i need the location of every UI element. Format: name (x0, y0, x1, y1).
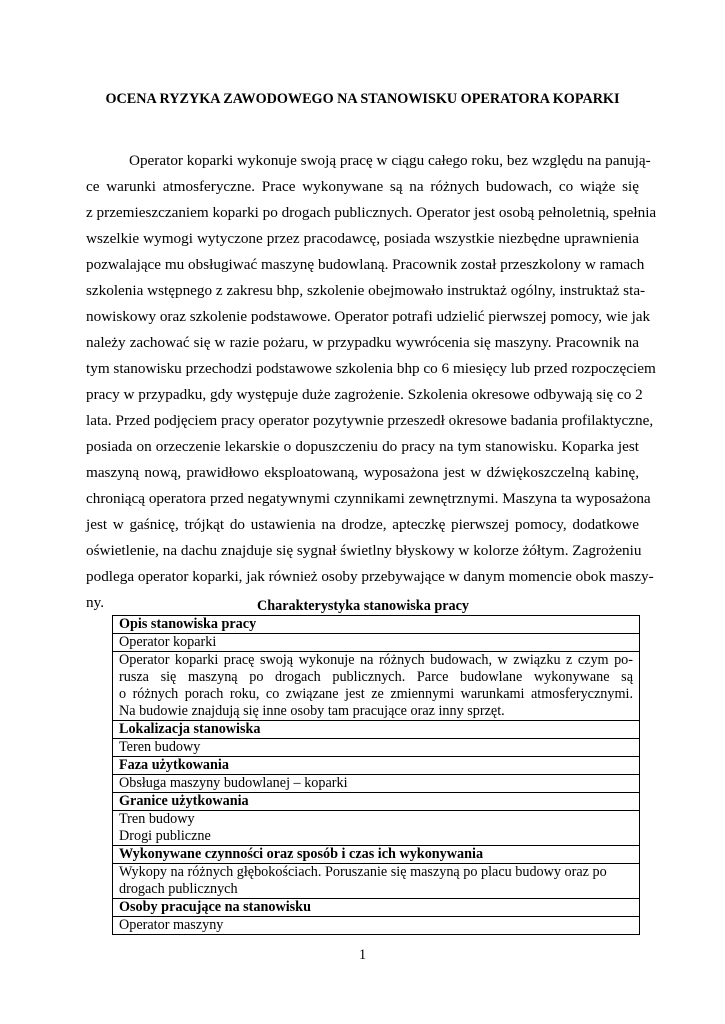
section-header: Opis stanowiska pracy (113, 616, 640, 634)
table-row (113, 917, 640, 935)
paragraph-line: tym stanowisku przechodzi podstawowe szkolenia bhp co 6 miesięcy lub przed rozpoczęciem (86, 360, 656, 377)
section-header: Faza użytkowania (113, 757, 640, 775)
table-row (113, 793, 640, 811)
paragraph-line: należy zachować się w razie pożaru, w przypadku wywrócenia się maszyny. Pracownik na (86, 334, 639, 351)
paragraph-line: wszelkie wymogi wytyczone przez pracodawcę, posiada wszystkie niezbędne uprawnienia (86, 230, 639, 247)
paragraph-line: posiada on orzeczenie lekarskie o dopuszczeniu do pracy na tym stanowisku. Koparka jest (86, 438, 639, 455)
cell-line: Wykopy na różnych głębokościach. Poruszanie się maszyną po placu budowy oraz po (119, 864, 607, 880)
table-row (113, 721, 640, 739)
paragraph-line: oświetlenie, na dachu znajduje się sygnał świetlny błyskowy w kolorze żółtym. Zagrożeniu (86, 542, 642, 559)
paragraph-line: szkolenia wstępnego z zakresu bhp, szkolenie obejmowało instruktaż ogólny, instruktaż sta- (86, 282, 646, 299)
cell-line: rusza się maszyną po drogach publicznych. Parce budowlane wykonywane są (119, 669, 633, 685)
table-row (113, 616, 640, 634)
table-cell (113, 864, 640, 899)
cell-line: drogach publicznych (119, 881, 238, 897)
paragraph-line: ny. (86, 594, 104, 611)
cell-line: Drogi publiczne (119, 828, 211, 844)
cell-line: o różnych porach roku, co związane jest ze zmiennymi warunkami atmosferycznymi. (119, 686, 633, 702)
table-row (113, 846, 640, 864)
table-row (113, 757, 640, 775)
table-cell (113, 652, 640, 721)
paragraph-line: pozwalające mu obsługiwać maszynę budowlaną. Pracownik został przeszkolony w ramach (86, 256, 645, 273)
cell-line: Na budowie znajdują się inne osoby tam pracujące oraz inny sprzęt. (119, 703, 505, 719)
cell-line: Operator koparki pracę swoją wykonuje na różnych budowach, w związku z czym po- (119, 652, 633, 668)
paragraph-line: nowiskowy oraz szkolenie podstawowe. Operator potrafi udzielić pierwszej pomocy, wie jak (86, 308, 651, 325)
section-header: Granice użytkowania (113, 793, 640, 811)
table-row (113, 899, 640, 917)
table-row (113, 739, 640, 757)
page-title: OCENA RYZYKA ZAWODOWEGO NA STANOWISKU OPERATORA KOPARKI (105, 91, 620, 107)
cell-line: Tren budowy (119, 811, 195, 827)
table-row (113, 634, 640, 652)
body-paragraph (86, 148, 657, 616)
paragraph-line: chroniącą operatora przed negatywnymi czynnikami zewnętrznymi. Maszyna ta wyposażona (86, 490, 651, 507)
paragraph-line: z przemieszczaniem koparki po drogach publicznych. Operator jest osobą pełnoletnią, spełnia (86, 204, 657, 221)
table-row (113, 775, 640, 793)
paragraph-line: ce warunki atmosferyczne. Prace wykonywane są na różnych budowach, co wiąże się (86, 178, 639, 195)
table-row (113, 864, 640, 899)
section-header: Wykonywane czynności oraz sposób i czas ich wykonywania (113, 846, 640, 864)
paragraph-line: lata. Przed podjęciem pracy operator pozytywnie przeszedł okresowe badania profilaktyczne, (86, 412, 654, 429)
table-cell: Teren budowy (113, 739, 640, 757)
workstation-table (112, 615, 640, 935)
paragraph-line: pracy w przypadku, gdy występuje duże zagrożenie. Szkolenia okresowe odbywają się co 2 (86, 386, 643, 403)
table-caption: Charakterystyka stanowiska pracy (256, 598, 470, 614)
table-row (113, 652, 640, 721)
table-cell: Operator maszyny (113, 917, 640, 935)
table-cell (113, 811, 640, 846)
section-header: Lokalizacja stanowiska (113, 721, 640, 739)
table-cell: Obsługa maszyny budowlanej – koparki (113, 775, 640, 793)
section-header: Osoby pracujące na stanowisku (113, 899, 640, 917)
paragraph-line: podlega operator koparki, jak również osoby przebywające w danym momencie obok maszy- (86, 568, 654, 585)
paragraph-line: jest w gaśnicę, trójkąt do ustawienia na drodze, apteczkę pierwszej pomocy, dodatkowe (86, 516, 639, 533)
table-row (113, 811, 640, 846)
paragraph-line: maszyną nową, prawidłowo eksploatowaną, wyposażona jest w dźwiękoszczelną kabinę, (86, 464, 639, 481)
table-cell: Operator koparki (113, 634, 640, 652)
paragraph-line: Operator koparki wykonuje swoją pracę w ciągu całego roku, bez względu na panują- (129, 152, 651, 169)
page-number: 1 (358, 947, 367, 963)
